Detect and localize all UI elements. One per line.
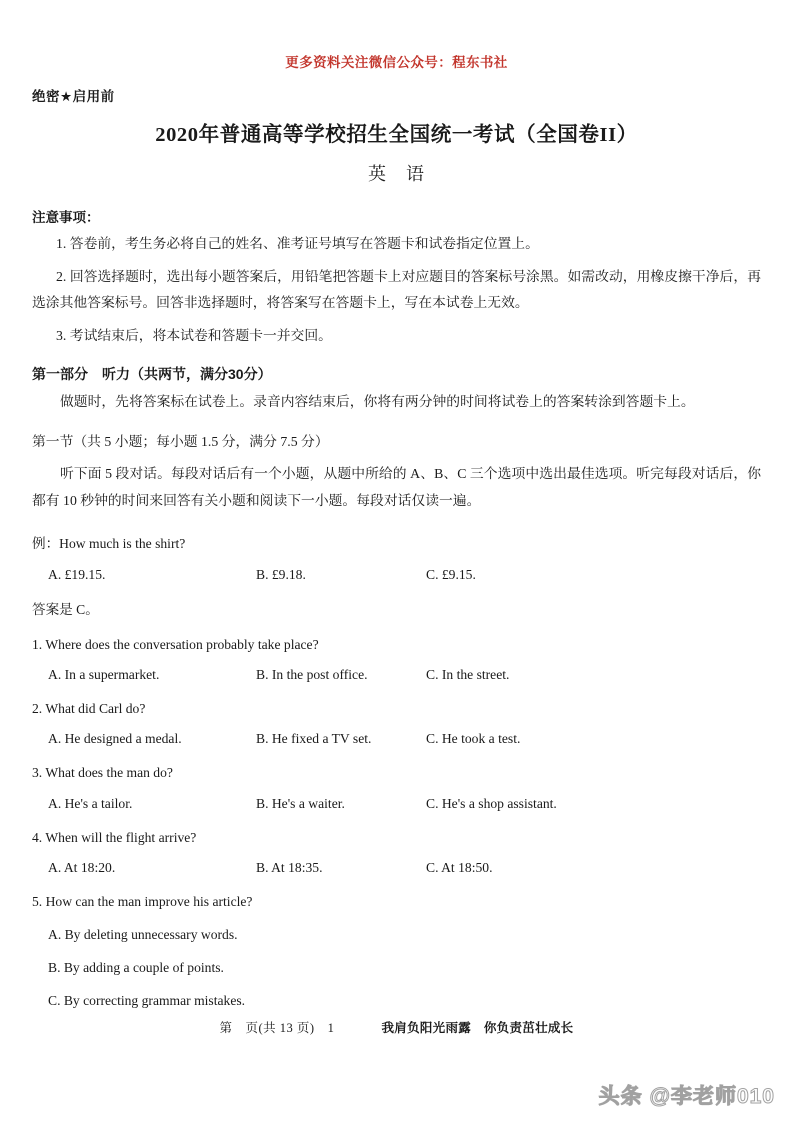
question-stem: 2. What did Carl do? bbox=[32, 700, 146, 716]
question-4 bbox=[32, 828, 761, 878]
option-b[interactable]: B. In the post office. bbox=[256, 666, 368, 682]
question-5 bbox=[32, 892, 761, 1012]
page-footer bbox=[0, 1022, 793, 1035]
watermark: 头条 @李老师010 bbox=[598, 1085, 775, 1108]
example-answer: 答案是 C。 bbox=[32, 601, 99, 617]
question-2 bbox=[32, 699, 761, 749]
option-a[interactable]: A. In a supermarket. bbox=[48, 666, 160, 682]
example-option-b: B. £9.18. bbox=[256, 566, 306, 582]
question-options bbox=[32, 667, 761, 685]
example-option-c: C. £9.15. bbox=[426, 566, 476, 582]
question-options bbox=[32, 860, 761, 878]
option-a[interactable]: A. At 18:20. bbox=[48, 860, 116, 876]
question-1 bbox=[32, 635, 761, 685]
option-a[interactable]: A. By deleting unnecessary words. bbox=[48, 926, 238, 942]
footer-slogan: 我肩负阳光雨露 你负责茁壮成长 bbox=[381, 1020, 574, 1035]
question-options bbox=[32, 731, 761, 749]
note-item: 2. 回答选择题时，选出每小题答案后，用铅笔把答题卡上对应题目的答案标号涂黑。如需改动，用橡皮擦干净后，再选涂其他答案标号。回答非选择题时，将答案写在答题卡上，写在本试卷上无效。 bbox=[32, 268, 761, 311]
note-item: 1. 答卷前，考生务必将自己的姓名、准考证号填写在答题卡和试卷指定位置上。 bbox=[56, 235, 539, 251]
section-one-instructions: 听下面 5 段对话。每段对话后有一个小题，从题中所给的 A、B、C 三个选项中选出最佳选项。听完每段对话后，你都有 10 秒钟的时间来回答有关小题和阅读下一小题。每段对话仅读一遍。 bbox=[32, 466, 761, 509]
question-stem: 4. When will the flight arrive? bbox=[32, 829, 197, 845]
page-title: 2020年普通高等学校招生全国统一考试（全国卷II） bbox=[155, 124, 638, 146]
note-item: 3. 考试结束后，将本试卷和答题卡一并交回。 bbox=[56, 328, 332, 344]
option-c[interactable]: C. He took a test. bbox=[426, 731, 521, 747]
question-stem: 1. Where does the conversation probably take place? bbox=[32, 636, 319, 652]
option-c[interactable]: C. By correcting grammar mistakes. bbox=[48, 993, 246, 1009]
option-a[interactable]: A. He designed a medal. bbox=[48, 731, 182, 747]
option-b[interactable]: B. He's a waiter. bbox=[256, 795, 345, 811]
question-stem: 5. How can the man improve his article? bbox=[32, 894, 253, 910]
option-b[interactable]: B. He fixed a TV set. bbox=[256, 731, 372, 747]
section-one-heading: 第一节（共 5 小题；每小题 1.5 分，满分 7.5 分） bbox=[32, 434, 329, 450]
option-b[interactable]: B. At 18:35. bbox=[256, 860, 323, 876]
question-stem: 3. What does the man do? bbox=[32, 765, 173, 781]
part-one-heading: 第一部分 听力（共两节，满分30分） bbox=[32, 366, 272, 383]
question-options bbox=[32, 796, 761, 814]
option-c[interactable]: C. At 18:50. bbox=[426, 860, 493, 876]
notes-heading: 注意事项： bbox=[32, 210, 100, 226]
option-a[interactable]: A. He's a tailor. bbox=[48, 795, 133, 811]
option-c[interactable]: C. He's a shop assistant. bbox=[426, 795, 557, 811]
question-3 bbox=[32, 763, 761, 813]
option-c[interactable]: C. In the street. bbox=[426, 666, 510, 682]
example-options bbox=[32, 567, 761, 585]
question-options bbox=[32, 925, 761, 1012]
promo-header: 更多资料关注微信公众号：程东书社 bbox=[285, 55, 508, 70]
part-one-note: 做题时，先将答案标在试卷上。录音内容结束后，你将有两分钟的时间将试卷上的答案转涂到答题卡上。 bbox=[60, 394, 695, 410]
footer-inner bbox=[220, 1022, 574, 1035]
example-option-a: A. £19.15. bbox=[48, 566, 106, 582]
option-b[interactable]: B. By adding a couple of points. bbox=[48, 959, 224, 975]
subject-subtitle: 英 语 bbox=[368, 163, 425, 184]
example-question-stem: 例：How much is the shirt? bbox=[32, 536, 186, 552]
page-number: 第 页(共 13 页) 1 bbox=[219, 1020, 335, 1035]
secrecy-notice: 绝密★启用前 bbox=[32, 88, 115, 104]
